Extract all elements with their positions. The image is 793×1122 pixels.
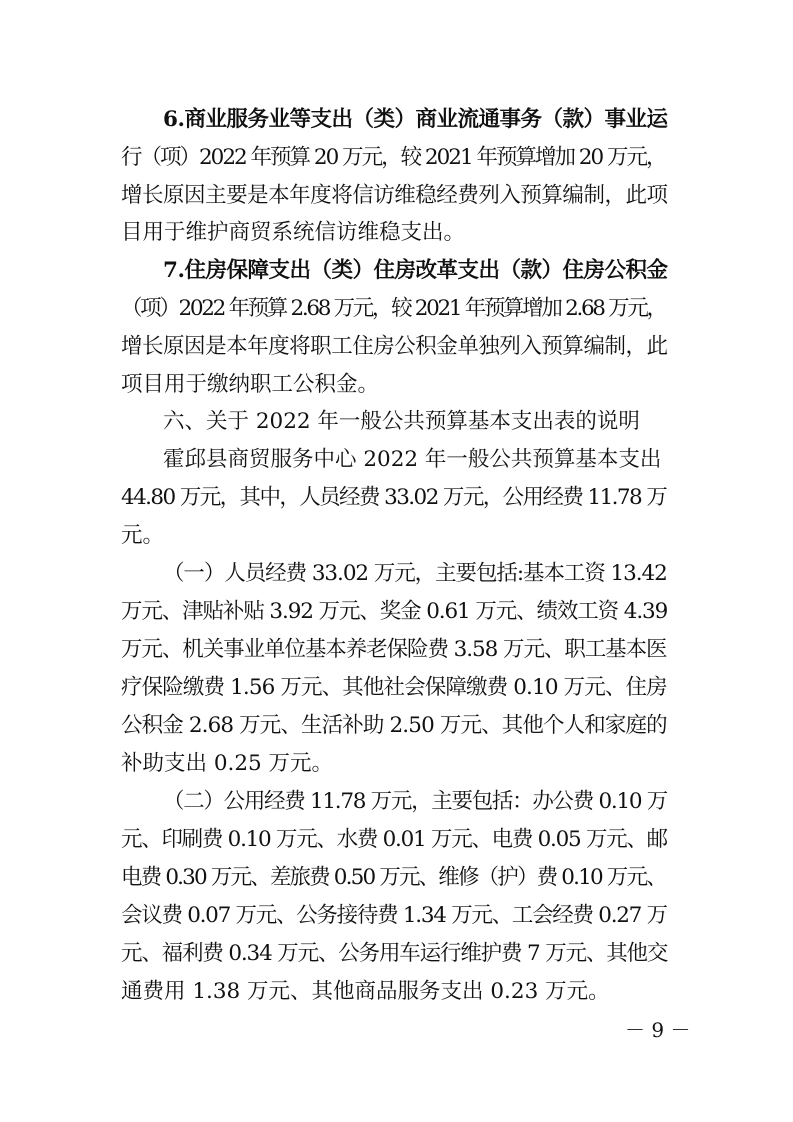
text-line-19: （二）公用经费 11.78 万元，主要包括：办公费 0.10 万	[163, 789, 667, 814]
text-line-21: 电费 0.30 万元、差旅费 0.50 万元、维修（护）费 0.10 万元、	[121, 865, 666, 890]
text-line-1: 6.商业服务业等支出（类）商业流通事务（款）事业运	[163, 107, 668, 132]
text-line-14: 万元、津贴补贴 3.92 万元、奖金 0.61 万元、绩效工资 4.39	[121, 599, 668, 624]
text-line-11: 44.80 万元，其中，人员经费 33.02 万元，公用经费 11.78 万	[121, 485, 667, 510]
text-line-22: 会议费 0.07 万元、公务接待费 1.34 万元、工会经费 0.27 万	[121, 903, 667, 928]
text-line-13: （一）人员经费 33.02 万元，主要包括:基本工资 13.42	[163, 561, 667, 586]
text-line-5: 7.住房保障支出（类）住房改革支出（款）住房公积金	[163, 258, 668, 283]
text-line-17: 公积金 2.68 万元、生活补助 2.50 万元、其他个人和家庭的	[121, 713, 667, 738]
text-line-6: （项）2022 年预算 2.68 万元，较 2021 年预算增加 2.68 万元，	[121, 296, 666, 321]
text-line-7: 增长原因是本年度将职工住房公积金单独列入预算编制，此	[121, 334, 668, 359]
text-line-10: 霍邱县商贸服务中心 2022 年一般公共预算基本支出	[163, 447, 662, 472]
text-line-24: 通费用 1.38 万元、其他商品服务支出 0.23 万元。	[121, 979, 610, 1004]
text-line-16: 疗保险缴费 1.56 万元、其他社会保障缴费 0.10 万元、住房	[121, 675, 667, 700]
text-line-8: 项目用于缴纳职工公积金。	[121, 372, 380, 397]
section-heading: 六、关于 2022 年一般公共预算基本支出表的说明	[163, 409, 640, 434]
text-line-3: 增长原因主要是本年度将信访维稳经费列入预算编制，此项	[121, 183, 668, 208]
text-line-2: 行（项）2022 年预算 20 万元，较 2021 年预算增加 20 万元，	[121, 145, 666, 170]
text-line-15: 万元、机关事业单位基本养老保险费 3.58 万元、职工基本医	[121, 637, 667, 662]
text-line-4: 目用于维护商贸系统信访维稳支出。	[121, 220, 466, 245]
text-line-18: 补助支出 0.25 万元。	[121, 751, 334, 776]
text-line-12: 元。	[121, 523, 165, 548]
page-number: － 9 －	[625, 1018, 691, 1042]
text-line-23: 元、福利费 0.34 万元、公务用车运行维护费 7 万元、其他交	[121, 941, 668, 966]
text-line-20: 元、印刷费 0.10 万元、水费 0.01 万元、电费 0.05 万元、邮	[121, 827, 667, 852]
